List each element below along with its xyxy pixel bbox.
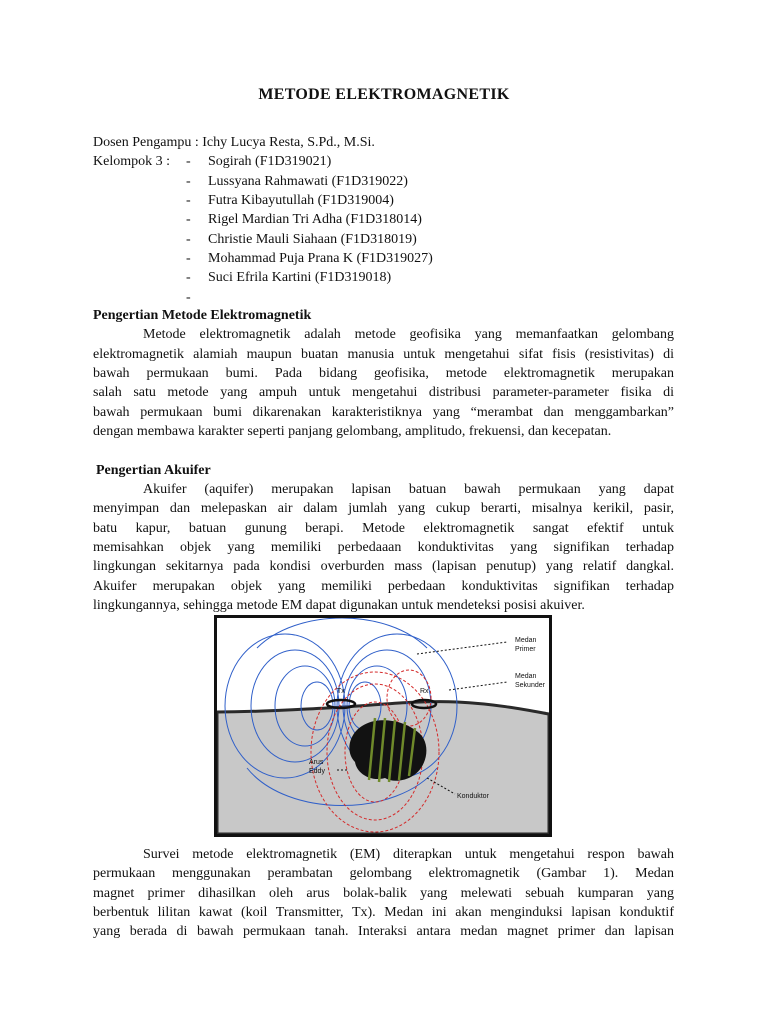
- paragraph-line: Akuifer merupakan objek yang memiliki perbedaan konduktivitas signifikan terhadap: [93, 579, 674, 594]
- paragraph-line: permukaan menggunakan perambatan gelombang elektromagnetik (Gambar 1). Medan: [93, 866, 674, 881]
- member-item: Christie Mauli Siahaan (F1D318019): [208, 232, 417, 247]
- list-dash: -: [186, 270, 191, 285]
- rx-label: Rx: [420, 688, 429, 695]
- list-dash: -: [186, 290, 191, 305]
- section-heading-em-method: Pengertian Metode Elektromagnetik: [93, 308, 312, 323]
- paragraph-line: bawah permukaan bumi dikarenakan karakteristiknya yang “merambat dan menggambarkan”: [93, 405, 674, 420]
- paragraph-line: lingkungannya, sehingga metode EM dapat digunakan untuk mendeteksi posisi akuiver.: [93, 598, 585, 613]
- paragraph-line: Metode elektromagnetik adalah metode geofisika yang memanfaatkan gelombang: [143, 327, 674, 342]
- label-secondary-1: Medan: [515, 673, 537, 680]
- list-dash: -: [186, 212, 191, 227]
- lecturer-line: Dosen Pengampu : Ichy Lucya Resta, S.Pd., M.Si.: [93, 135, 375, 150]
- member-item: Suci Efrila Kartini (F1D319018): [208, 270, 392, 285]
- group-label: Kelompok 3 :: [93, 154, 170, 169]
- paragraph-line: menyimpan dan melepaskan air dalam jumlah yang cukup berarti, misalnya kerikil, pasir,: [93, 501, 674, 516]
- label-secondary-2: Sekunder: [515, 682, 545, 689]
- paragraph-line: memisahkan objek yang memiliki perbedaaan konduktivitas yang signifikan terhadap: [93, 540, 674, 555]
- member-item: Sogirah (F1D319021): [208, 154, 332, 169]
- section-heading-aquifer: Pengertian Akuifer: [96, 463, 211, 478]
- list-dash: -: [186, 193, 191, 208]
- paragraph-line: magnet primer dihasilkan oleh arus bolak-balik yang melewati sebuah kumparan yang: [93, 886, 674, 901]
- document-title: METODE ELEKTROMAGNETIK: [258, 86, 510, 103]
- list-dash: -: [186, 232, 191, 247]
- paragraph-line: dengan membawa karakter seperti panjang gelombang, amplitudo, frekuensi, dan kecepatan.: [93, 424, 612, 439]
- tx-label: Tx: [337, 688, 345, 695]
- list-dash: -: [186, 154, 191, 169]
- label-primary-1: Medan: [515, 637, 537, 644]
- member-item: Mohammad Puja Prana K (F1D319027): [208, 251, 433, 266]
- paragraph-line: Survei metode elektromagnetik (EM) diterapkan untuk mengetahui respon bawah: [143, 847, 674, 862]
- label-primary-2: Primer: [515, 646, 536, 653]
- label-conductor: Konduktor: [457, 793, 489, 800]
- em-survey-figure: [214, 615, 552, 837]
- label-eddy-2: Eddy: [309, 768, 325, 775]
- label-eddy-1: Arus: [309, 759, 324, 766]
- paragraph-line: salah satu metode yang ampuh untuk mengetahui distribusi parameter-parameter fisika di: [93, 385, 674, 400]
- paragraph-line: yang berada di bawah permukaan tanah. Interaksi antara medan magnet primer dan lapisan: [93, 924, 674, 939]
- paragraph-line: elektromagnetik alamiah maupun buatan manusia untuk mengetahui sifat fisis (resistivitas) di: [93, 347, 674, 362]
- member-item: Rigel Mardian Tri Adha (F1D318014): [208, 212, 422, 227]
- paragraph-line: batu kapur, batuan gunung berapi. Metode elektromagnetik sangat efektif untuk: [93, 521, 674, 536]
- paragraph-line: Akuifer (aquifer) merupakan lapisan batuan bawah permukaan yang dapat: [143, 482, 674, 497]
- member-item: Lussyana Rahmawati (F1D319022): [208, 174, 408, 189]
- member-item: Futra Kibayutullah (F1D319004): [208, 193, 394, 208]
- paragraph-line: lingkungan sekitarnya pada kondisi overburden mass (lapisan penutup) yang relatif dangkal.: [93, 559, 674, 574]
- list-dash: -: [186, 251, 191, 266]
- paragraph-line: bawah permukaan bumi. Pada bidang geofisika, metode elektromagnetik merupakan: [93, 366, 674, 381]
- list-dash: -: [186, 174, 191, 189]
- paragraph-line: berbentuk lilitan kawat (koil Transmitter, Tx). Medan ini akan menginduksi lapisan konduktif: [93, 905, 674, 920]
